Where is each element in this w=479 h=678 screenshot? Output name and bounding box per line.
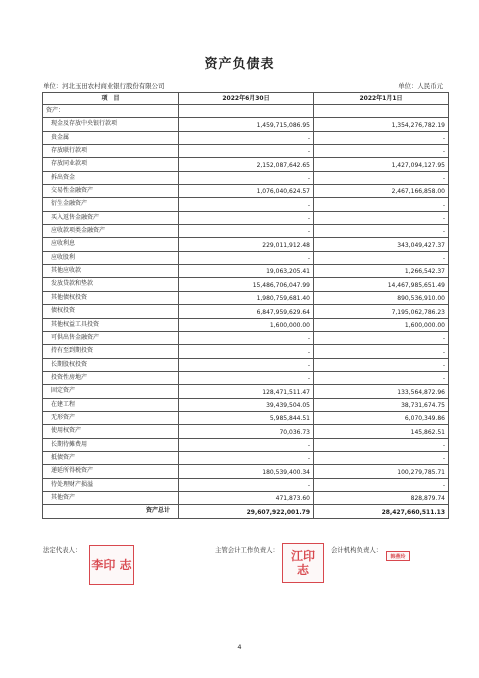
row-value-2022-06-30: - [179, 198, 314, 211]
table-row [43, 225, 449, 238]
row-value-2022-01-01: - [314, 451, 449, 464]
accounting-head-label: 会计机构负责人： [331, 546, 383, 554]
row-label: 长期股权投资 [43, 358, 179, 371]
table-row [43, 438, 449, 451]
row-label: 现金及存放中央银行款项 [43, 118, 179, 131]
row-value-2022-01-01: 6,070,349.86 [314, 411, 449, 424]
table-row [43, 478, 449, 491]
row-value-2022-06-30: - [179, 345, 314, 358]
row-value-2022-01-01: 14,467,985,651.49 [314, 278, 449, 291]
row-value-2022-06-30: 5,985,844.51 [179, 411, 314, 424]
table-body [43, 105, 449, 519]
row-label: 其他权益工具投资 [43, 318, 179, 331]
chief-accountant-label: 主管会计工作负责人： [215, 546, 279, 554]
row-value-2022-01-01: - [314, 438, 449, 451]
row-value-2022-01-01: - [314, 145, 449, 158]
header-col1: 2022年6月30日 [179, 93, 314, 105]
row-value-2022-06-30: 70,036.73 [179, 425, 314, 438]
row-label: 其他债权投资 [43, 291, 179, 304]
row-label: 使用权资产 [43, 425, 179, 438]
row-label: 在建工程 [43, 398, 179, 411]
row-value-2022-06-30: - [179, 131, 314, 144]
row-value-2022-06-30: 229,011,912.48 [179, 238, 314, 251]
table-row [43, 451, 449, 464]
row-value-2022-01-01: - [314, 371, 449, 384]
table-row [43, 131, 449, 144]
row-value-2022-01-01: 1,427,094,127.95 [314, 158, 449, 171]
row-value-2022-01-01: 828,879.74 [314, 491, 449, 504]
row-value-2022-01-01: 890,536,910.00 [314, 291, 449, 304]
row-label: 存放联行款项 [43, 145, 179, 158]
table-row [43, 318, 449, 331]
company-label: 单位：河北玉田农村商业银行股份有限公司 [43, 82, 165, 90]
row-value-2022-01-01: - [314, 198, 449, 211]
row-label: 应收款项类金融资产 [43, 225, 179, 238]
row-value-2022-06-30: - [179, 358, 314, 371]
row-label: 无形资产 [43, 411, 179, 424]
page-number: 4 [237, 643, 242, 651]
table-row [43, 398, 449, 411]
table-row [43, 118, 449, 131]
row-value-2022-06-30: - [179, 478, 314, 491]
row-value-2022-01-01: - [314, 358, 449, 371]
row-label: 抵债资产 [43, 451, 179, 464]
header-col2: 2022年1月1日 [314, 93, 449, 105]
row-label: 持有至到期投资 [43, 345, 179, 358]
row-value-2022-01-01: 100,279,785.71 [314, 465, 449, 478]
row-label: 应收利息 [43, 238, 179, 251]
row-value-2022-06-30: 6,847,959,629.64 [179, 305, 314, 318]
row-value-2022-01-01: 1,266,542.37 [314, 265, 449, 278]
row-value-2022-06-30: - [179, 331, 314, 344]
row-label: 买入返售金融资产 [43, 211, 179, 224]
row-label: 其他资产 [43, 491, 179, 504]
seal-stamp-3: 韩燕玲 [386, 551, 410, 561]
table-row [43, 358, 449, 371]
section-row [43, 105, 449, 118]
seal-stamp-1: 李印 志 [89, 545, 134, 585]
row-label: 长期待摊费用 [43, 438, 179, 451]
row-label: 贵金属 [43, 131, 179, 144]
table-row [43, 145, 449, 158]
row-value-2022-06-30: - [179, 371, 314, 384]
row-value-2022-06-30: 15,486,706,047.99 [179, 278, 314, 291]
table-row [43, 251, 449, 264]
total-value-2022-01-01: 28,427,660,511.13 [314, 505, 449, 518]
row-value-2022-06-30: 180,539,400.34 [179, 465, 314, 478]
row-value-2022-06-30: 19,063,205.41 [179, 265, 314, 278]
row-value-2022-01-01: - [314, 131, 449, 144]
total-label: 资产总计 [43, 505, 179, 518]
table-row [43, 385, 449, 398]
row-label: 固定资产 [43, 385, 179, 398]
row-label: 可供出售金融资产 [43, 331, 179, 344]
row-value-2022-01-01: 133,564,872.96 [314, 385, 449, 398]
row-label: 应收股利 [43, 251, 179, 264]
row-value-2022-01-01: 1,600,000.00 [314, 318, 449, 331]
row-value-2022-06-30: - [179, 211, 314, 224]
row-value-2022-06-30: - [179, 145, 314, 158]
table-row [43, 371, 449, 384]
section-title: 资产： [43, 105, 179, 118]
table-row [43, 278, 449, 291]
table-row [43, 171, 449, 184]
row-label: 发放贷款和垫款 [43, 278, 179, 291]
legal-representative-label: 法定代表人： [43, 546, 82, 554]
row-label: 债权投资 [43, 305, 179, 318]
table-row [43, 265, 449, 278]
row-value-2022-06-30: 1,459,715,086.95 [179, 118, 314, 131]
row-label: 交易性金融资产 [43, 185, 179, 198]
table-row [43, 411, 449, 424]
row-label: 存放同业款项 [43, 158, 179, 171]
table-row [43, 158, 449, 171]
table-row [43, 491, 449, 504]
row-value-2022-01-01: - [314, 345, 449, 358]
row-value-2022-06-30: - [179, 171, 314, 184]
row-value-2022-06-30: - [179, 225, 314, 238]
row-value-2022-06-30: - [179, 451, 314, 464]
page-title: 资产负债表 [204, 57, 275, 72]
table-header-row [43, 93, 449, 105]
row-value-2022-01-01: - [314, 225, 449, 238]
row-value-2022-06-30: 128,471,511.47 [179, 385, 314, 398]
table-row [43, 345, 449, 358]
row-value-2022-01-01: 7,195,062,786.23 [314, 305, 449, 318]
row-value-2022-06-30: - [179, 438, 314, 451]
table-row [43, 211, 449, 224]
row-value-2022-01-01: 1,354,276,782.19 [314, 118, 449, 131]
row-label: 拆出资金 [43, 171, 179, 184]
table-row [43, 331, 449, 344]
row-value-2022-06-30: 471,873.60 [179, 491, 314, 504]
row-value-2022-06-30: - [179, 251, 314, 264]
table-row [43, 305, 449, 318]
row-value-2022-01-01: 343,049,427.37 [314, 238, 449, 251]
row-label: 递延所得税资产 [43, 465, 179, 478]
row-value-2022-01-01: - [314, 171, 449, 184]
total-row [43, 505, 449, 518]
row-value-2022-06-30: 39,439,504.05 [179, 398, 314, 411]
row-value-2022-01-01: - [314, 331, 449, 344]
row-label: 衍生金融资产 [43, 198, 179, 211]
table-row [43, 238, 449, 251]
row-value-2022-01-01: 2,467,166,858.00 [314, 185, 449, 198]
row-label: 待处理财产损溢 [43, 478, 179, 491]
seal-stamp-2: 江印 志 [282, 543, 324, 583]
table-row [43, 291, 449, 304]
row-value-2022-01-01: - [314, 251, 449, 264]
row-value-2022-06-30: 1,076,040,624.57 [179, 185, 314, 198]
table-row [43, 198, 449, 211]
row-value-2022-01-01: 38,731,674.75 [314, 398, 449, 411]
row-value-2022-01-01: - [314, 211, 449, 224]
total-value-2022-06-30: 29,607,922,001.79 [179, 505, 314, 518]
table-row [43, 465, 449, 478]
row-value-2022-06-30: 1,600,000.00 [179, 318, 314, 331]
row-value-2022-01-01: - [314, 478, 449, 491]
table-row [43, 425, 449, 438]
currency-label: 单位：人民币元 [398, 82, 443, 90]
table-row [43, 185, 449, 198]
row-value-2022-06-30: 2,152,087,642.65 [179, 158, 314, 171]
balance-sheet-table [42, 92, 449, 519]
header-item: 项 目 [43, 93, 179, 105]
row-label: 其他应收款 [43, 265, 179, 278]
row-label: 投资性房地产 [43, 371, 179, 384]
row-value-2022-06-30: 1,980,759,681.40 [179, 291, 314, 304]
row-value-2022-01-01: 145,862.51 [314, 425, 449, 438]
